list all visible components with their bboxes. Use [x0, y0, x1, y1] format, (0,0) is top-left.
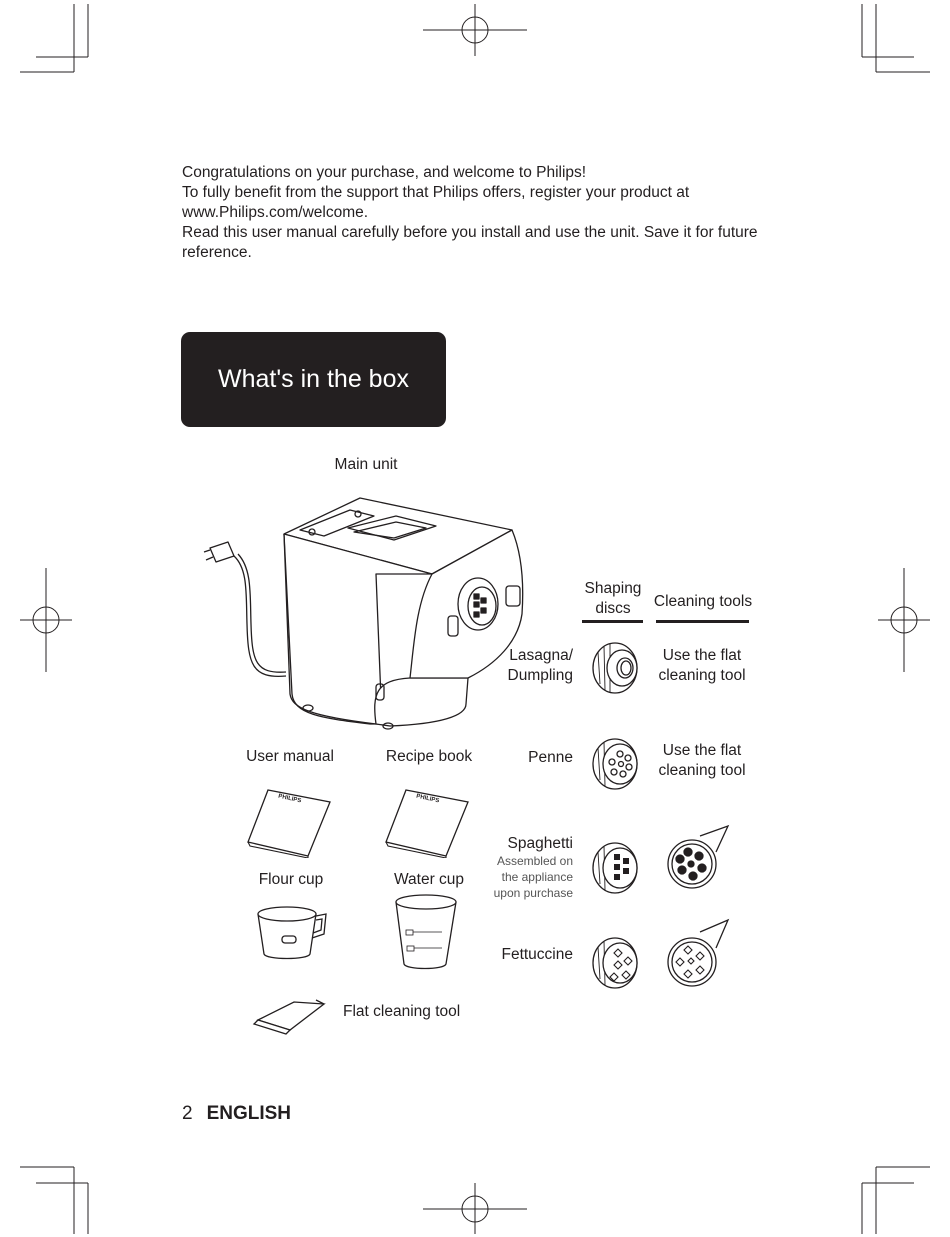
flour-cup-label: Flour cup	[258, 871, 324, 888]
water-cup-illustration	[392, 892, 462, 972]
intro-line-2: To fully benefit from the support that Philips offers, register your product at www.Philips.com/welcome.	[182, 184, 690, 221]
row-penne-tool	[658, 741, 745, 781]
row-spaghetti-name-1: Spaghetti	[507, 835, 573, 852]
intro-text	[182, 163, 772, 263]
fettuccine-disc-illustration	[590, 935, 644, 991]
main-unit-label: Main unit	[334, 456, 398, 473]
flat-cleaning-tool-illustration	[250, 996, 330, 1036]
row-penne-name: Penne	[528, 749, 573, 766]
col-rule-discs	[582, 620, 643, 623]
fettuccine-cleaning-tool-illustration	[666, 916, 732, 990]
row-penne-tool-1: Use the flat	[662, 742, 742, 759]
recipe-book-label: Recipe book	[385, 748, 473, 765]
flour-cup-illustration	[254, 902, 332, 962]
penne-disc-illustration	[590, 736, 644, 792]
row-penne-tool-2: cleaning tool	[658, 762, 746, 779]
row-spaghetti-note-1: Assembled on	[496, 854, 573, 868]
row-lasagna-name-2: Dumpling	[507, 667, 573, 684]
intro-line-3: Read this user manual carefully before you install and use the unit. Save it for future reference.	[182, 224, 758, 261]
page-number: 2	[182, 1103, 193, 1124]
row-spaghetti-note-3: upon purchase	[493, 886, 573, 900]
intro-line-1: Congratulations on your purchase, and welcome to Philips!	[182, 164, 587, 181]
col-header-discs	[582, 579, 644, 619]
lasagna-disc-illustration	[590, 640, 644, 696]
section-title: What's in the box	[218, 365, 409, 393]
row-spaghetti-note-2: the appliance	[501, 870, 573, 884]
water-cup-label: Water cup	[393, 871, 465, 888]
row-fettuccine-name: Fettuccine	[501, 946, 573, 963]
row-spaghetti-name	[460, 835, 573, 901]
section-banner	[181, 332, 446, 427]
manual-brand: PHILIPS	[277, 793, 302, 805]
row-lasagna-tool	[658, 646, 745, 686]
user-manual-label: User manual	[246, 748, 334, 765]
col-header-discs-text: Shaping discs	[584, 580, 642, 617]
col-rule-tools	[656, 620, 749, 623]
spaghetti-disc-illustration	[590, 840, 644, 896]
spaghetti-cleaning-tool-illustration	[666, 822, 732, 892]
row-lasagna-name-1: Lasagna/	[509, 647, 573, 664]
recipe-brand: PHILIPS	[415, 793, 440, 805]
flat-cleaning-tool-label: Flat cleaning tool	[343, 1003, 461, 1020]
row-lasagna-tool-2: cleaning tool	[658, 667, 746, 684]
page-footer	[182, 1103, 291, 1125]
row-lasagna-tool-1: Use the flat	[662, 647, 742, 664]
footer-language: ENGLISH	[206, 1103, 292, 1124]
pasta-maker-illustration	[200, 494, 530, 730]
row-lasagna-name	[470, 646, 573, 686]
col-header-tools: Cleaning tools	[653, 593, 753, 610]
